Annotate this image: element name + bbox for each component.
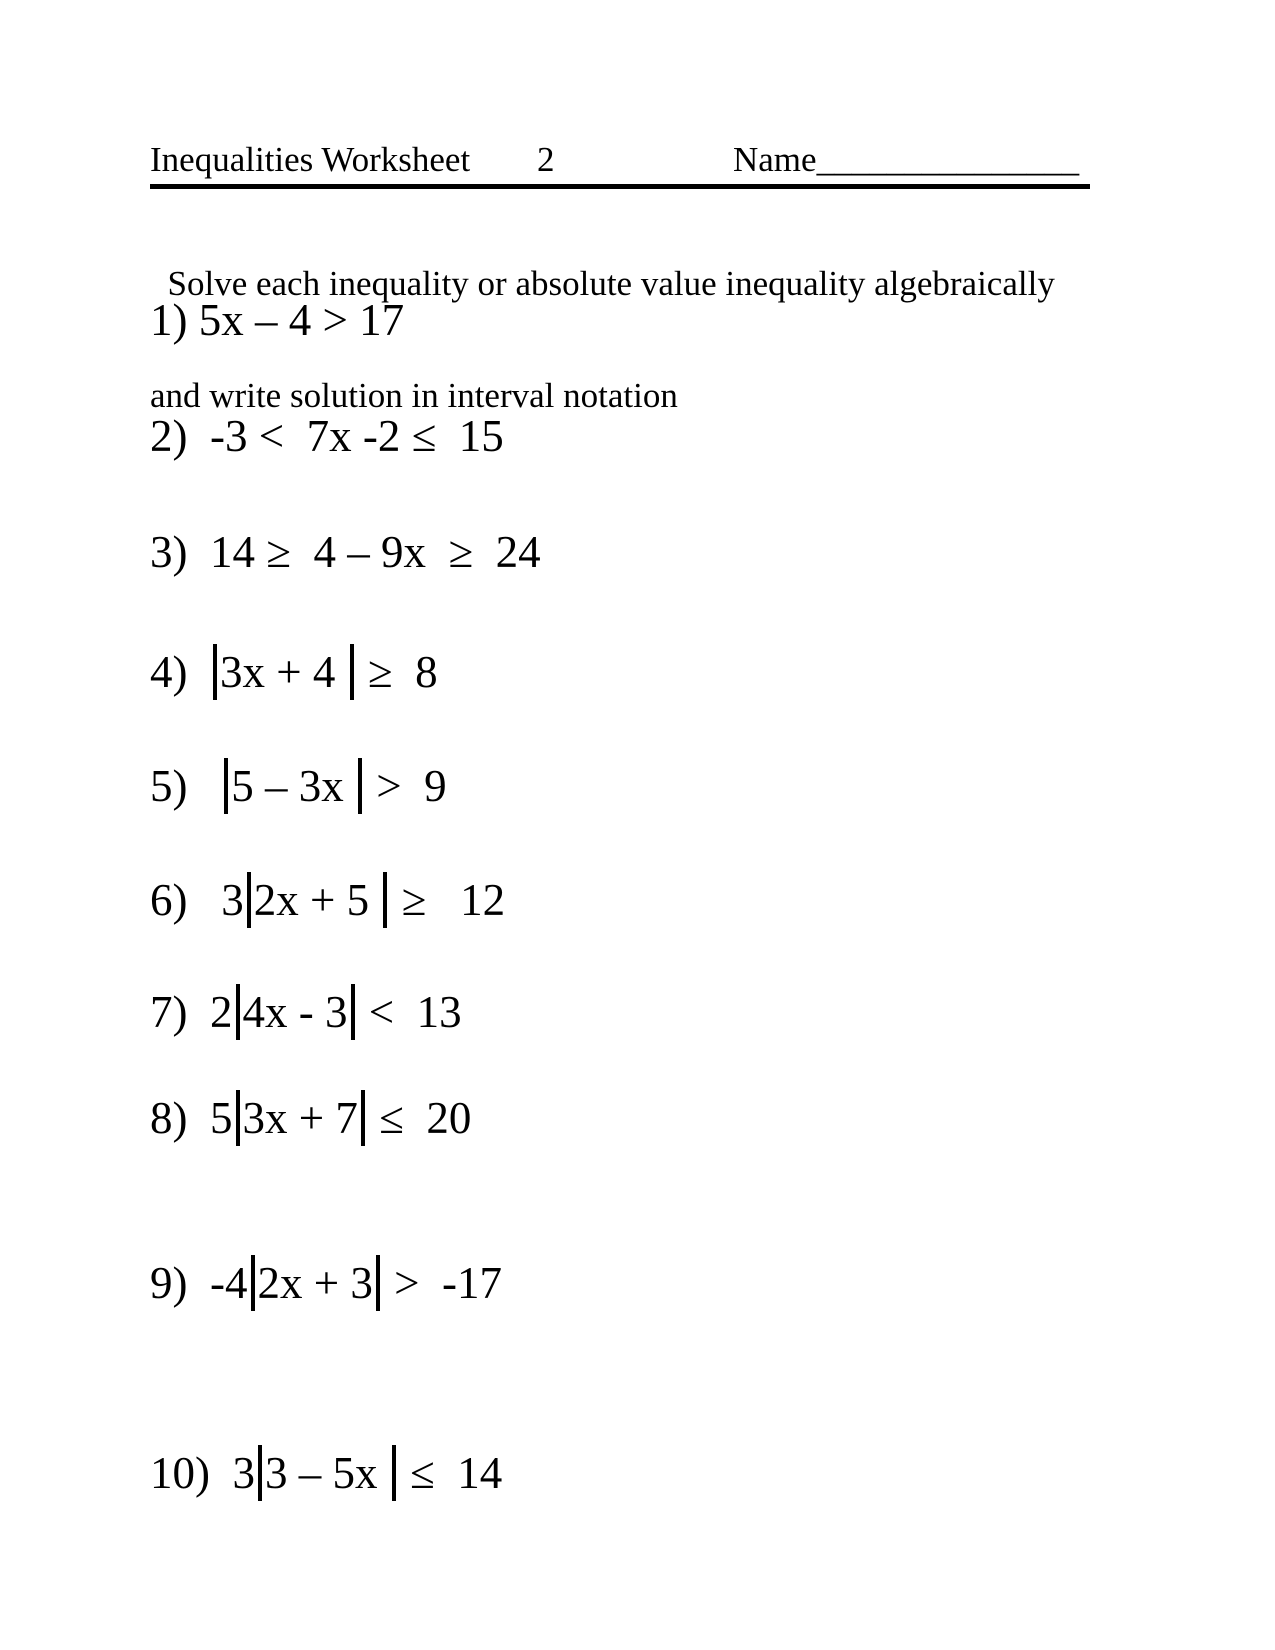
problem-expression: 3x + 4 ≥ 8 — [188, 647, 438, 697]
problem-number: 4) — [150, 646, 188, 697]
problem-number: 8) — [150, 1092, 188, 1143]
problem-expression: -3 < 7x -2 ≤ 15 — [187, 411, 504, 461]
name-field — [733, 140, 1079, 180]
absolute-value-bar — [376, 1255, 380, 1311]
absolute-value-bar — [392, 1445, 396, 1501]
absolute-value-bar — [224, 758, 228, 814]
name-blank-line: _______________ — [816, 140, 1080, 179]
problem-6 — [150, 872, 505, 928]
problem-9 — [150, 1255, 502, 1311]
problem-5 — [150, 758, 447, 814]
worksheet-number: 2 — [537, 140, 555, 179]
problem-3 — [150, 527, 541, 577]
problem-number: 10) — [150, 1447, 210, 1498]
problem-number: 6) — [150, 874, 188, 925]
instructions-line1: Solve each inequality or absolute value inequality algebraically — [150, 263, 1055, 303]
absolute-value-bar — [361, 1090, 365, 1146]
absolute-value-bar — [236, 984, 240, 1040]
problem-8 — [150, 1090, 471, 1146]
problem-expression: 5x – 4 > 17 — [187, 295, 405, 345]
worksheet-title: Inequalities Worksheet — [150, 140, 471, 179]
problem-number: 2) — [150, 411, 188, 461]
absolute-value-bar — [251, 1255, 255, 1311]
problem-10 — [150, 1445, 502, 1501]
problem-number: 9) — [150, 1257, 188, 1308]
problem-7 — [150, 984, 462, 1040]
problem-expression: 3 2x + 5 ≥ 12 — [188, 875, 506, 925]
absolute-value-bar — [258, 1445, 262, 1501]
name-label: Name — [733, 140, 817, 179]
problem-4 — [150, 644, 438, 700]
problem-expression: -4 2x + 3 > -17 — [188, 1258, 503, 1308]
problem-1 — [150, 295, 405, 345]
absolute-value-bar — [247, 872, 251, 928]
problem-expression: 14 ≥ 4 – 9x ≥ 24 — [187, 527, 541, 577]
problem-expression: 2 4x - 3 < 13 — [188, 987, 462, 1037]
problem-expression: 3 3 – 5x ≤ 14 — [210, 1448, 502, 1498]
problem-number: 5) — [150, 760, 188, 811]
problem-number: 3) — [150, 527, 188, 577]
problem-expression: 5 3x + 7 ≤ 20 — [188, 1093, 472, 1143]
absolute-value-bar — [358, 758, 362, 814]
absolute-value-bar — [213, 644, 217, 700]
problem-number: 1) — [150, 295, 188, 345]
header-divider — [150, 184, 1090, 189]
absolute-value-bar — [383, 872, 387, 928]
problem-2 — [150, 411, 504, 461]
problem-number: 7) — [150, 986, 188, 1037]
problem-expression: 5 – 3x > 9 — [188, 761, 447, 811]
absolute-value-bar — [351, 984, 355, 1040]
absolute-value-bar — [236, 1090, 240, 1146]
absolute-value-bar — [350, 644, 354, 700]
instructions-line2: and write solution in interval notation — [150, 376, 678, 416]
